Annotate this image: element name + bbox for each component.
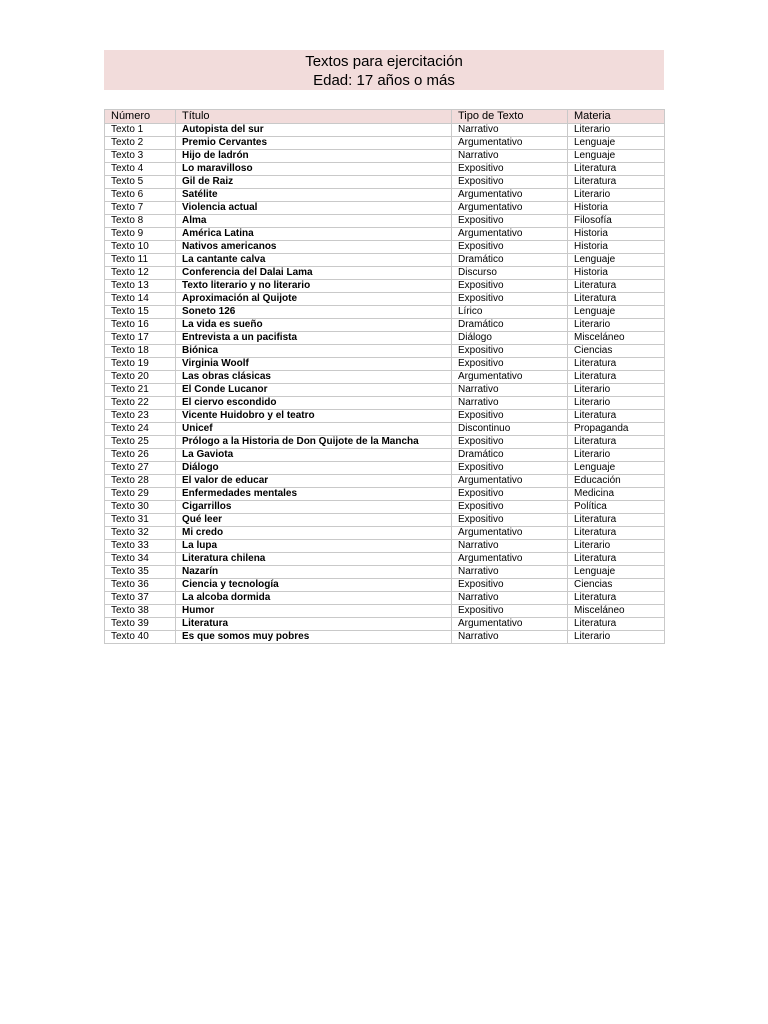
table-row — [105, 501, 665, 514]
cell-numero: Texto 2 — [105, 137, 176, 150]
cell-tipo: Diálogo — [452, 332, 568, 345]
cell-numero: Texto 14 — [105, 293, 176, 306]
cell-titulo: Alma — [176, 215, 452, 228]
cell-numero: Texto 26 — [105, 449, 176, 462]
cell-titulo: Mi credo — [176, 527, 452, 540]
cell-materia: Historia — [568, 202, 665, 215]
cell-numero: Texto 27 — [105, 462, 176, 475]
cell-numero: Texto 5 — [105, 176, 176, 189]
cell-titulo: La cantante calva — [176, 254, 452, 267]
table-row — [105, 553, 665, 566]
cell-titulo: Biónica — [176, 345, 452, 358]
cell-materia: Literatura — [568, 618, 665, 631]
table-row — [105, 267, 665, 280]
cell-titulo: Nativos americanos — [176, 241, 452, 254]
table-row — [105, 241, 665, 254]
cell-materia: Ciencias — [568, 345, 665, 358]
table-row — [105, 215, 665, 228]
table-row — [105, 592, 665, 605]
cell-tipo: Narrativo — [452, 150, 568, 163]
cell-tipo: Argumentativo — [452, 553, 568, 566]
cell-tipo: Expositivo — [452, 436, 568, 449]
cell-titulo: Las obras clásicas — [176, 371, 452, 384]
cell-numero: Texto 15 — [105, 306, 176, 319]
cell-tipo: Expositivo — [452, 462, 568, 475]
table-row — [105, 631, 665, 644]
table-row — [105, 150, 665, 163]
table-row — [105, 475, 665, 488]
cell-materia: Ciencias — [568, 579, 665, 592]
cell-numero: Texto 22 — [105, 397, 176, 410]
cell-titulo: Unicef — [176, 423, 452, 436]
cell-materia: Lenguaje — [568, 150, 665, 163]
cell-numero: Texto 7 — [105, 202, 176, 215]
cell-materia: Literario — [568, 384, 665, 397]
cell-materia: Propaganda — [568, 423, 665, 436]
table-row — [105, 176, 665, 189]
cell-materia: Literario — [568, 631, 665, 644]
cell-numero: Texto 4 — [105, 163, 176, 176]
table-row — [105, 137, 665, 150]
cell-titulo: La alcoba dormida — [176, 592, 452, 605]
table-row — [105, 306, 665, 319]
cell-titulo: Es que somos muy pobres — [176, 631, 452, 644]
cell-numero: Texto 12 — [105, 267, 176, 280]
cell-tipo: Narrativo — [452, 124, 568, 137]
cell-tipo: Narrativo — [452, 592, 568, 605]
cell-tipo: Discontinuo — [452, 423, 568, 436]
cell-tipo: Expositivo — [452, 410, 568, 423]
cell-numero: Texto 28 — [105, 475, 176, 488]
cell-numero: Texto 35 — [105, 566, 176, 579]
cell-tipo: Expositivo — [452, 215, 568, 228]
cell-materia: Misceláneo — [568, 332, 665, 345]
page-subtitle: Edad: 17 años o más — [313, 72, 455, 89]
cell-tipo: Expositivo — [452, 163, 568, 176]
cell-tipo: Argumentativo — [452, 228, 568, 241]
cell-tipo: Dramático — [452, 254, 568, 267]
cell-materia: Misceláneo — [568, 605, 665, 618]
cell-numero: Texto 36 — [105, 579, 176, 592]
cell-titulo: América Latina — [176, 228, 452, 241]
cell-materia: Literatura — [568, 527, 665, 540]
cell-titulo: Qué leer — [176, 514, 452, 527]
cell-titulo: Violencia actual — [176, 202, 452, 215]
cell-numero: Texto 34 — [105, 553, 176, 566]
table-header-row — [105, 110, 665, 124]
cell-tipo: Dramático — [452, 319, 568, 332]
cell-materia: Medicina — [568, 488, 665, 501]
cell-tipo: Lírico — [452, 306, 568, 319]
cell-tipo: Argumentativo — [452, 371, 568, 384]
cell-numero: Texto 20 — [105, 371, 176, 384]
cell-numero: Texto 33 — [105, 540, 176, 553]
cell-tipo: Expositivo — [452, 176, 568, 189]
cell-tipo: Expositivo — [452, 488, 568, 501]
table-row — [105, 254, 665, 267]
cell-numero: Texto 25 — [105, 436, 176, 449]
cell-titulo: Literatura chilena — [176, 553, 452, 566]
cell-materia: Literatura — [568, 436, 665, 449]
cell-materia: Literatura — [568, 358, 665, 371]
cell-numero: Texto 32 — [105, 527, 176, 540]
cell-tipo: Argumentativo — [452, 202, 568, 215]
cell-numero: Texto 1 — [105, 124, 176, 137]
cell-tipo: Expositivo — [452, 345, 568, 358]
cell-titulo: Ciencia y tecnología — [176, 579, 452, 592]
cell-numero: Texto 10 — [105, 241, 176, 254]
table-row — [105, 371, 665, 384]
cell-materia: Historia — [568, 267, 665, 280]
cell-materia: Literatura — [568, 280, 665, 293]
cell-materia: Literatura — [568, 514, 665, 527]
column-header-numero: Número — [105, 110, 176, 124]
cell-materia: Literatura — [568, 410, 665, 423]
title-box — [104, 50, 664, 90]
cell-titulo: La Gaviota — [176, 449, 452, 462]
cell-numero: Texto 3 — [105, 150, 176, 163]
cell-numero: Texto 24 — [105, 423, 176, 436]
table-row — [105, 527, 665, 540]
table-row — [105, 345, 665, 358]
cell-materia: Historia — [568, 241, 665, 254]
cell-titulo: El ciervo escondido — [176, 397, 452, 410]
cell-numero: Texto 9 — [105, 228, 176, 241]
cell-materia: Literatura — [568, 553, 665, 566]
table-row — [105, 319, 665, 332]
cell-materia: Literario — [568, 540, 665, 553]
cell-materia: Literatura — [568, 293, 665, 306]
cell-numero: Texto 40 — [105, 631, 176, 644]
table-row — [105, 605, 665, 618]
cell-titulo: Humor — [176, 605, 452, 618]
cell-tipo: Narrativo — [452, 397, 568, 410]
cell-numero: Texto 19 — [105, 358, 176, 371]
table-row — [105, 488, 665, 501]
cell-titulo: Conferencia del Dalai Lama — [176, 267, 452, 280]
cell-tipo: Discurso — [452, 267, 568, 280]
cell-tipo: Expositivo — [452, 605, 568, 618]
cell-numero: Texto 39 — [105, 618, 176, 631]
cell-titulo: Texto literario y no literario — [176, 280, 452, 293]
cell-titulo: Aproximación al Quijote — [176, 293, 452, 306]
cell-tipo: Narrativo — [452, 540, 568, 553]
column-header-tipo: Tipo de Texto — [452, 110, 568, 124]
cell-materia: Lenguaje — [568, 254, 665, 267]
table-row — [105, 332, 665, 345]
table-row — [105, 124, 665, 137]
cell-materia: Lenguaje — [568, 462, 665, 475]
cell-numero: Texto 8 — [105, 215, 176, 228]
cell-materia: Literatura — [568, 163, 665, 176]
table-row — [105, 540, 665, 553]
cell-tipo: Narrativo — [452, 384, 568, 397]
cell-materia: Lenguaje — [568, 566, 665, 579]
table-body — [105, 124, 665, 644]
cell-materia: Literario — [568, 189, 665, 202]
cell-titulo: El Conde Lucanor — [176, 384, 452, 397]
page-title: Textos para ejercitación — [305, 53, 463, 70]
cell-titulo: Satélite — [176, 189, 452, 202]
cell-numero: Texto 6 — [105, 189, 176, 202]
cell-titulo: El valor de educar — [176, 475, 452, 488]
cell-numero: Texto 30 — [105, 501, 176, 514]
cell-tipo: Narrativo — [452, 631, 568, 644]
cell-titulo: Entrevista a un pacifista — [176, 332, 452, 345]
cell-titulo: Prólogo a la Historia de Don Quijote de la Mancha — [176, 436, 452, 449]
table-row — [105, 280, 665, 293]
column-header-titulo: Título — [176, 110, 452, 124]
cell-materia: Literario — [568, 124, 665, 137]
cell-titulo: Enfermedades mentales — [176, 488, 452, 501]
cell-titulo: Vicente Huidobro y el teatro — [176, 410, 452, 423]
cell-titulo: Virginia Woolf — [176, 358, 452, 371]
cell-numero: Texto 23 — [105, 410, 176, 423]
cell-titulo: La lupa — [176, 540, 452, 553]
cell-materia: Lenguaje — [568, 137, 665, 150]
cell-materia: Literario — [568, 397, 665, 410]
cell-titulo: La vida es sueño — [176, 319, 452, 332]
table-row — [105, 228, 665, 241]
cell-tipo: Narrativo — [452, 566, 568, 579]
cell-tipo: Argumentativo — [452, 189, 568, 202]
cell-tipo: Expositivo — [452, 501, 568, 514]
table-row — [105, 436, 665, 449]
cell-materia: Política — [568, 501, 665, 514]
cell-titulo: Hijo de ladrón — [176, 150, 452, 163]
cell-numero: Texto 13 — [105, 280, 176, 293]
cell-materia: Literario — [568, 449, 665, 462]
cell-tipo: Expositivo — [452, 293, 568, 306]
cell-materia: Educación — [568, 475, 665, 488]
cell-tipo: Dramático — [452, 449, 568, 462]
table-row — [105, 423, 665, 436]
table-row — [105, 566, 665, 579]
cell-titulo: Literatura — [176, 618, 452, 631]
cell-materia: Historia — [568, 228, 665, 241]
cell-tipo: Expositivo — [452, 579, 568, 592]
column-header-materia: Materia — [568, 110, 665, 124]
cell-numero: Texto 38 — [105, 605, 176, 618]
cell-titulo: Diálogo — [176, 462, 452, 475]
table-row — [105, 358, 665, 371]
cell-numero: Texto 31 — [105, 514, 176, 527]
cell-titulo: Soneto 126 — [176, 306, 452, 319]
table-row — [105, 384, 665, 397]
cell-numero: Texto 21 — [105, 384, 176, 397]
cell-numero: Texto 29 — [105, 488, 176, 501]
cell-tipo: Expositivo — [452, 280, 568, 293]
cell-titulo: Gil de Raiz — [176, 176, 452, 189]
cell-materia: Literario — [568, 319, 665, 332]
table-row — [105, 579, 665, 592]
cell-tipo: Expositivo — [452, 514, 568, 527]
cell-tipo: Argumentativo — [452, 618, 568, 631]
cell-titulo: Autopista del sur — [176, 124, 452, 137]
table-row — [105, 202, 665, 215]
table-row — [105, 514, 665, 527]
cell-materia: Lenguaje — [568, 306, 665, 319]
cell-tipo: Expositivo — [452, 241, 568, 254]
cell-titulo: Cigarrillos — [176, 501, 452, 514]
cell-materia: Literatura — [568, 176, 665, 189]
cell-titulo: Nazarín — [176, 566, 452, 579]
table-row — [105, 189, 665, 202]
table-row — [105, 449, 665, 462]
cell-materia: Literatura — [568, 592, 665, 605]
table-row — [105, 293, 665, 306]
cell-tipo: Argumentativo — [452, 475, 568, 488]
cell-numero: Texto 37 — [105, 592, 176, 605]
cell-titulo: Lo maravilloso — [176, 163, 452, 176]
cell-numero: Texto 17 — [105, 332, 176, 345]
table-row — [105, 618, 665, 631]
table-header — [105, 110, 665, 124]
texts-table — [104, 109, 665, 644]
cell-numero: Texto 18 — [105, 345, 176, 358]
table-row — [105, 163, 665, 176]
cell-titulo: Premio Cervantes — [176, 137, 452, 150]
cell-numero: Texto 16 — [105, 319, 176, 332]
table-row — [105, 410, 665, 423]
table-row — [105, 397, 665, 410]
cell-tipo: Argumentativo — [452, 527, 568, 540]
cell-materia: Literatura — [568, 371, 665, 384]
cell-tipo: Argumentativo — [452, 137, 568, 150]
cell-numero: Texto 11 — [105, 254, 176, 267]
table-row — [105, 462, 665, 475]
cell-materia: Filosofía — [568, 215, 665, 228]
cell-tipo: Expositivo — [452, 358, 568, 371]
